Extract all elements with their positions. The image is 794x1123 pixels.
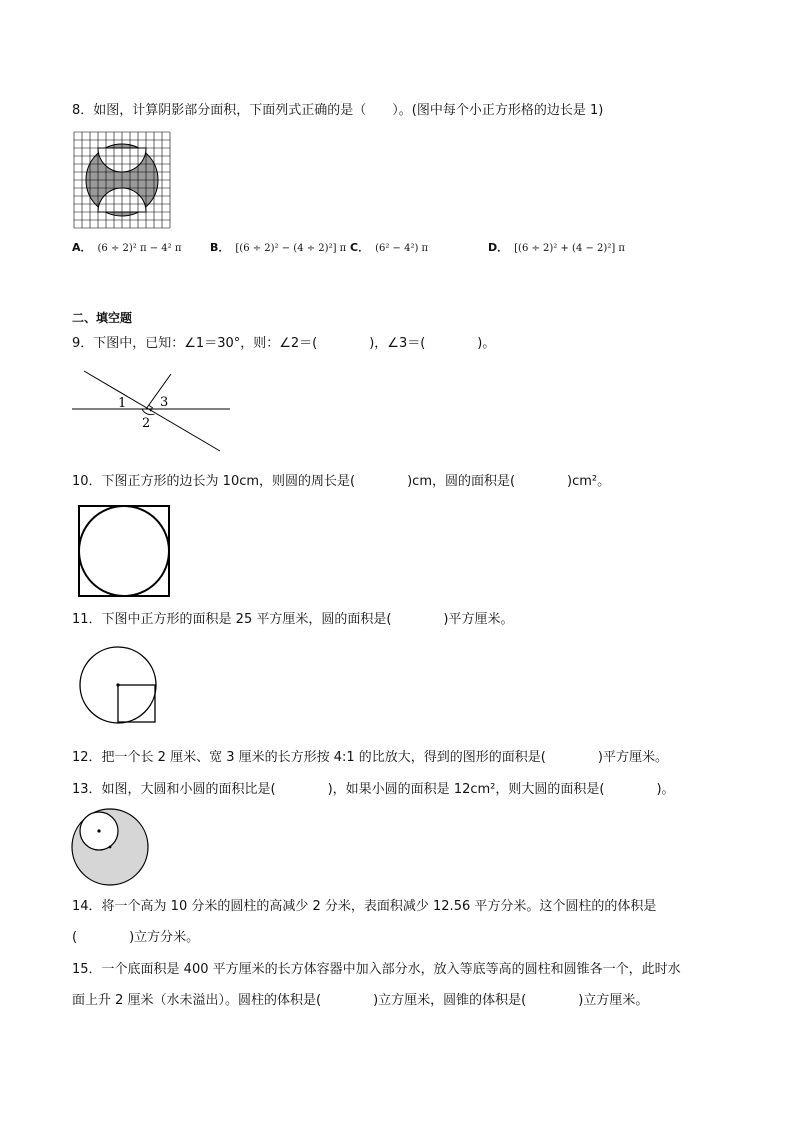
question-15-text-line1: 15．一个底面积是 400 平方厘米的长方体容器中加入部分水，放入等底等高的圆柱和圆锥各一个，此时水 bbox=[72, 962, 681, 977]
q8-option-c[interactable] bbox=[350, 240, 428, 257]
section-fill-in-title: 二、填空题 bbox=[72, 311, 133, 325]
q8-option-a-letter: A． bbox=[72, 241, 92, 254]
q8-grid-lines bbox=[74, 132, 170, 228]
question-11-text: 11．下图中正方形的面积是 25 平方厘米，圆的面积是( )平方厘米。 bbox=[72, 612, 514, 627]
q8-option-b-formula: [(6 ÷ 2)² − (4 ÷ 2)²] π bbox=[235, 243, 347, 254]
question-14-text-line1: 14．将一个高为 10 分米的圆柱的高减少 2 分米，表面积减少 12.56 平方分米。这个圆柱的的体积是 bbox=[72, 899, 657, 914]
q13-circles-figure bbox=[71, 807, 151, 887]
q9-angle-label-3: 3 bbox=[160, 395, 169, 410]
question-13-text: 13．如图，大圆和小圆的面积比是( )，如果小圆的面积是 12cm²，则大圆的面积是( )。 bbox=[72, 782, 675, 797]
q11-circle-square-figure bbox=[78, 645, 158, 725]
q8-option-b-letter: B． bbox=[210, 241, 230, 254]
q8-option-a-formula: (6 ÷ 2)² π − 4² π bbox=[97, 243, 182, 254]
question-10-text: 10．下图正方形的边长为 10cm，则圆的周长是( )cm，圆的面积是( )cm²。 bbox=[72, 474, 611, 489]
q8-option-d-formula: [(6 ÷ 2)² + (4 − 2)²] π bbox=[514, 243, 625, 254]
q9-angle-label-2: 2 bbox=[142, 416, 151, 431]
q10-square-circle-figure bbox=[78, 505, 170, 597]
question-14-text-line2: ( )立方分米。 bbox=[72, 930, 200, 945]
q8-option-c-letter: C． bbox=[350, 241, 370, 254]
q9-angle-figure bbox=[72, 368, 232, 454]
q8-option-c-formula: (6² − 4²) π bbox=[375, 243, 429, 254]
q8-option-d[interactable] bbox=[488, 240, 625, 257]
question-9-text: 9．下图中，已知：∠1＝30°，则：∠2＝( )，∠3＝( )。 bbox=[72, 336, 496, 351]
question-12-text: 12．把一个长 2 厘米、宽 3 厘米的长方形按 4:1 的比放大，得到的图形的面积是( )平方厘米。 bbox=[72, 750, 668, 765]
q8-option-d-letter: D． bbox=[488, 241, 509, 254]
q8-option-a[interactable] bbox=[72, 240, 181, 257]
question-8-text: 8．如图，计算阴影部分面积，下面列式正确的是（ ）。(图中每个小正方形格的边长是 1) bbox=[72, 103, 604, 118]
question-15-text-line2: 面上升 2 厘米（水未溢出）。圆柱的体积是( )立方厘米，圆锥的体积是( )立方厘米。 bbox=[72, 993, 649, 1008]
q9-angle-label-1: 1 bbox=[118, 396, 127, 411]
q8-grid-figure bbox=[74, 132, 174, 228]
q8-option-b[interactable] bbox=[210, 240, 346, 257]
